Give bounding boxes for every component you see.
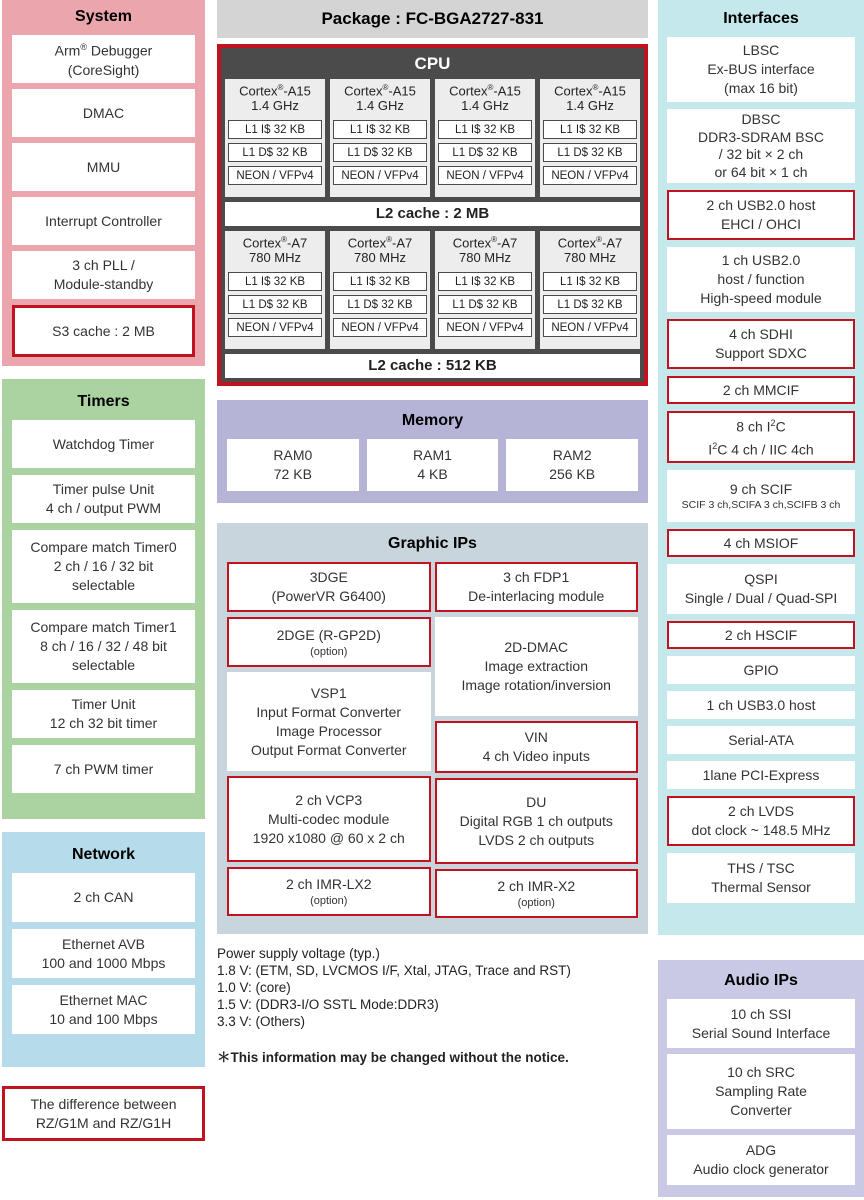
box-pll-module-standby: 3 ch PLL / Module-standby: [12, 251, 195, 299]
scif-detail: SCIF 3 ch,SCIFA 3 ch,SCIFB 3 ch: [681, 499, 841, 511]
fpu-label: NEON / VFPv4: [543, 166, 637, 185]
core-frequency: 1.4 GHz: [461, 98, 509, 114]
l1-dcache-label: L1 D$ 32 KB: [543, 143, 637, 162]
box-compare-match-timer0: Compare match Timer0 2 ch / 16 / 32 bit selectable: [12, 530, 195, 603]
cpu-core-a15-4: [540, 79, 640, 197]
box-imr-x2: [435, 869, 639, 918]
registered-mark: ®: [382, 83, 389, 92]
box-vsp1: VSP1 Input Format Converter Image Processor Output Format Converter: [227, 672, 431, 771]
box-imr-lx2: [227, 867, 431, 916]
box-serial-ata: Serial-ATA: [667, 726, 855, 754]
i2c-line1: 8 ch $I^2C$: [736, 418, 786, 435]
graphics-right-column: [435, 562, 639, 918]
box-src: 10 ch SRC Sampling Rate Converter: [667, 1054, 855, 1129]
right-column: [658, 0, 864, 1197]
box-hscif: 2 ch HSCIF: [667, 621, 855, 649]
l1-icache-label: L1 I$ 32 KB: [333, 272, 427, 291]
box-ssi: 10 ch SSI Serial Sound Interface: [667, 999, 855, 1048]
l1-dcache-label: L1 D$ 32 KB: [543, 295, 637, 314]
cpu-block: [217, 44, 648, 386]
core-frequency: 780 MHz: [458, 250, 512, 266]
registered-mark: ®: [277, 83, 284, 92]
box-interrupt-controller: Interrupt Controller: [12, 197, 195, 245]
box-arm-debugger: [12, 35, 195, 83]
box-pci-express: 1lane PCI-Express: [667, 761, 855, 789]
box-mmu: MMU: [12, 143, 195, 191]
box-compare-match-timer1: Compare match Timer1 8 ch / 16 / 32 / 48 bit selectable: [12, 610, 195, 683]
box-imr-x2-main: 2 ch IMR-X2: [497, 878, 576, 894]
box-fdp1: 3 ch FDP1 De-interlacing module: [435, 562, 639, 612]
box-msiof: 4 ch MSIOF: [667, 529, 855, 557]
box-2d-dmac: 2D-DMAC Image extraction Image rotation/inversion: [435, 617, 639, 716]
box-s3-cache: S3 cache : 2 MB: [12, 305, 195, 357]
memory-panel-title: Memory: [401, 412, 464, 429]
cpu-block-title: CPU: [414, 54, 451, 73]
box-dmac: DMAC: [12, 89, 195, 137]
box-ram1: RAM1 4 KB: [367, 439, 499, 491]
box-imr-x2-option: (option): [517, 897, 555, 909]
i2c-line2: $I^2C$ 4 ch / IIC 4ch: [708, 441, 814, 458]
l1-icache-label: L1 I$ 32 KB: [543, 272, 637, 291]
box-timer-unit: Timer Unit 12 ch 32 bit timer: [12, 690, 195, 738]
l1-dcache-label: L1 D$ 32 KB: [228, 143, 322, 162]
cpu-core-a15-2: [330, 79, 430, 197]
timers-panel: [2, 379, 205, 819]
fpu-label: NEON / VFPv4: [228, 166, 322, 185]
difference-legend-box: The difference between RZ/G1M and RZ/G1H: [2, 1086, 205, 1141]
box-dbsc: DBSC DDR3-SDRAM BSC / 32 bit × 2 ch or 64 bit × 1 ch: [667, 109, 855, 183]
graphic-ips-panel-title: Graphic IPs: [388, 535, 477, 552]
disclaimer-note: ＊This information may be changed without the notice.: [217, 1050, 569, 1065]
fpu-label: NEON / VFPv4: [438, 318, 532, 337]
registered-mark: ®: [596, 235, 602, 244]
a7-l2-cache-bar: L2 cache : 512 KB: [225, 354, 640, 378]
box-du: DU Digital RGB 1 ch outputs LVDS 2 ch outputs: [435, 778, 639, 864]
cpu-core-a7-4: [540, 231, 640, 349]
a15-l2-cache-bar: L2 cache : 2 MB: [225, 202, 640, 226]
ram-row: [227, 439, 638, 491]
graphic-ips-panel: [217, 523, 648, 934]
cortex-a7-row: [225, 231, 640, 349]
box-2dge-option: (option): [310, 645, 348, 658]
box-vin: VIN 4 ch Video inputs: [435, 721, 639, 773]
fpu-label: NEON / VFPv4: [333, 166, 427, 185]
l1-icache-label: L1 I$ 32 KB: [228, 272, 322, 291]
core-frequency: 780 MHz: [563, 250, 617, 266]
box-qspi: QSPI Single / Dual / Quad-SPI: [667, 564, 855, 614]
registered-mark: ®: [80, 42, 87, 53]
fpu-label: NEON / VFPv4: [228, 318, 322, 337]
fpu-label: NEON / VFPv4: [543, 318, 637, 337]
cpu-core-a7-3: [435, 231, 535, 349]
box-i2c: [667, 411, 855, 463]
l1-dcache-label: L1 D$ 32 KB: [228, 295, 322, 314]
system-panel: [2, 0, 205, 366]
package-label: Package : FC-BGA2727-831: [217, 0, 648, 38]
box-ram0: RAM0 72 KB: [227, 439, 359, 491]
box-usb3-host: 1 ch USB3.0 host: [667, 691, 855, 719]
power-supply-text: Power supply voltage (typ.) 1.8 V: (ETM, SD, LVCMOS I/F, Xtal, JTAG, Trace and RST) 1.0 V: (core) 1.5 V: (DDR3-I/O SSTL Mode:DDR3) 3.3 V: (Others): [217, 946, 571, 1029]
box-gpio: GPIO: [667, 656, 855, 684]
box-mmcif: 2 ch MMCIF: [667, 376, 855, 404]
l1-icache-label: L1 I$ 32 KB: [333, 120, 427, 139]
l1-dcache-label: L1 D$ 32 KB: [438, 295, 532, 314]
core-frequency: 1.4 GHz: [251, 98, 299, 114]
cpu-core-a7-1: [225, 231, 325, 349]
fpu-label: NEON / VFPv4: [438, 166, 532, 185]
core-frequency: 1.4 GHz: [356, 98, 404, 114]
cortex-a15-row: [225, 79, 640, 197]
box-pwm-timer: 7 ch PWM timer: [12, 745, 195, 793]
network-box-list: [12, 873, 195, 1034]
graphics-grid: [227, 562, 638, 918]
l1-dcache-label: L1 D$ 32 KB: [333, 295, 427, 314]
registered-mark: ®: [281, 235, 287, 244]
core-name: Cortex®-A7: [242, 235, 308, 251]
scif-main: 9 ch SCIF: [729, 481, 793, 497]
system-box-list: [12, 35, 195, 357]
fpu-label: NEON / VFPv4: [333, 318, 427, 337]
core-frequency: 1.4 GHz: [566, 98, 614, 114]
timers-box-list: [12, 420, 195, 793]
box-ethernet-avb: Ethernet AVB 100 and 1000 Mbps: [12, 929, 195, 978]
cpu-core-a15-1: [225, 79, 325, 197]
box-ram2: RAM2 256 KB: [506, 439, 638, 491]
arm-debugger-line1: Arm® Debugger: [54, 42, 153, 59]
box-usb2-host-function: 1 ch USB2.0 host / function High-speed module: [667, 247, 855, 312]
cpu-core-a7-2: [330, 231, 430, 349]
middle-column: [217, 0, 648, 1066]
interfaces-panel-title: Interfaces: [723, 10, 799, 27]
audio-ips-panel-title: Audio IPs: [724, 972, 798, 989]
l1-icache-label: L1 I$ 32 KB: [543, 120, 637, 139]
box-usb2-host: 2 ch USB2.0 host EHCI / OHCI: [667, 190, 855, 240]
l1-dcache-label: L1 D$ 32 KB: [333, 143, 427, 162]
box-scif: [667, 470, 855, 522]
box-lbsc: LBSC Ex-BUS interface (max 16 bit): [667, 37, 855, 102]
audio-ips-panel: [658, 960, 864, 1197]
system-panel-title: System: [75, 8, 132, 25]
l1-icache-label: L1 I$ 32 KB: [228, 120, 322, 139]
left-column: [2, 0, 205, 1141]
core-name: Cortex®-A15: [239, 83, 311, 99]
box-watchdog-timer: Watchdog Timer: [12, 420, 195, 468]
box-lvds: 2 ch LVDS dot clock ~ 148.5 MHz: [667, 796, 855, 846]
box-3dge: 3DGE (PowerVR G6400): [227, 562, 431, 612]
memory-panel: [217, 400, 648, 503]
core-name: Cortex®-A15: [344, 83, 416, 99]
core-name: Cortex®-A7: [347, 235, 413, 251]
box-imr-lx2-option: (option): [310, 895, 348, 907]
core-frequency: 780 MHz: [353, 250, 407, 266]
registered-mark: ®: [491, 235, 497, 244]
core-name: Cortex®-A15: [554, 83, 626, 99]
core-frequency: 780 MHz: [248, 250, 302, 266]
interfaces-panel: [658, 0, 864, 935]
box-2dge-main: 2DGE (R-GP2D): [276, 626, 381, 643]
l1-dcache-label: L1 D$ 32 KB: [438, 143, 532, 162]
box-thermal-sensor: THS / TSC Thermal Sensor: [667, 853, 855, 903]
box-vcp3: 2 ch VCP3 Multi-codec module 1920 x1080 @ 60 x 2 ch: [227, 776, 431, 862]
box-imr-lx2-main: 2 ch IMR-LX2: [285, 876, 372, 892]
graphics-left-column: [227, 562, 431, 918]
network-panel-title: Network: [71, 846, 136, 863]
core-name: Cortex®-A15: [449, 83, 521, 99]
registered-mark: ®: [386, 235, 392, 244]
l1-icache-label: L1 I$ 32 KB: [438, 272, 532, 291]
audio-box-list: [667, 999, 855, 1185]
registered-mark: ®: [592, 83, 599, 92]
registered-mark: ®: [487, 83, 494, 92]
timers-panel-title: Timers: [77, 393, 130, 410]
network-panel: [2, 832, 205, 1067]
cpu-core-a15-3: [435, 79, 535, 197]
box-sdhi: 4 ch SDHI Support SDXC: [667, 319, 855, 369]
box-can: 2 ch CAN: [12, 873, 195, 922]
box-adg: ADG Audio clock generator: [667, 1135, 855, 1185]
box-ethernet-mac: Ethernet MAC 10 and 100 Mbps: [12, 985, 195, 1034]
box-timer-pulse-unit: Timer pulse Unit 4 ch / output PWM: [12, 475, 195, 523]
box-2dge: [227, 617, 431, 667]
interfaces-box-list: [667, 37, 855, 903]
l1-icache-label: L1 I$ 32 KB: [438, 120, 532, 139]
core-name: Cortex®-A7: [452, 235, 518, 251]
core-name: Cortex®-A7: [557, 235, 623, 251]
arm-debugger-line2: (CoreSight): [67, 61, 140, 78]
